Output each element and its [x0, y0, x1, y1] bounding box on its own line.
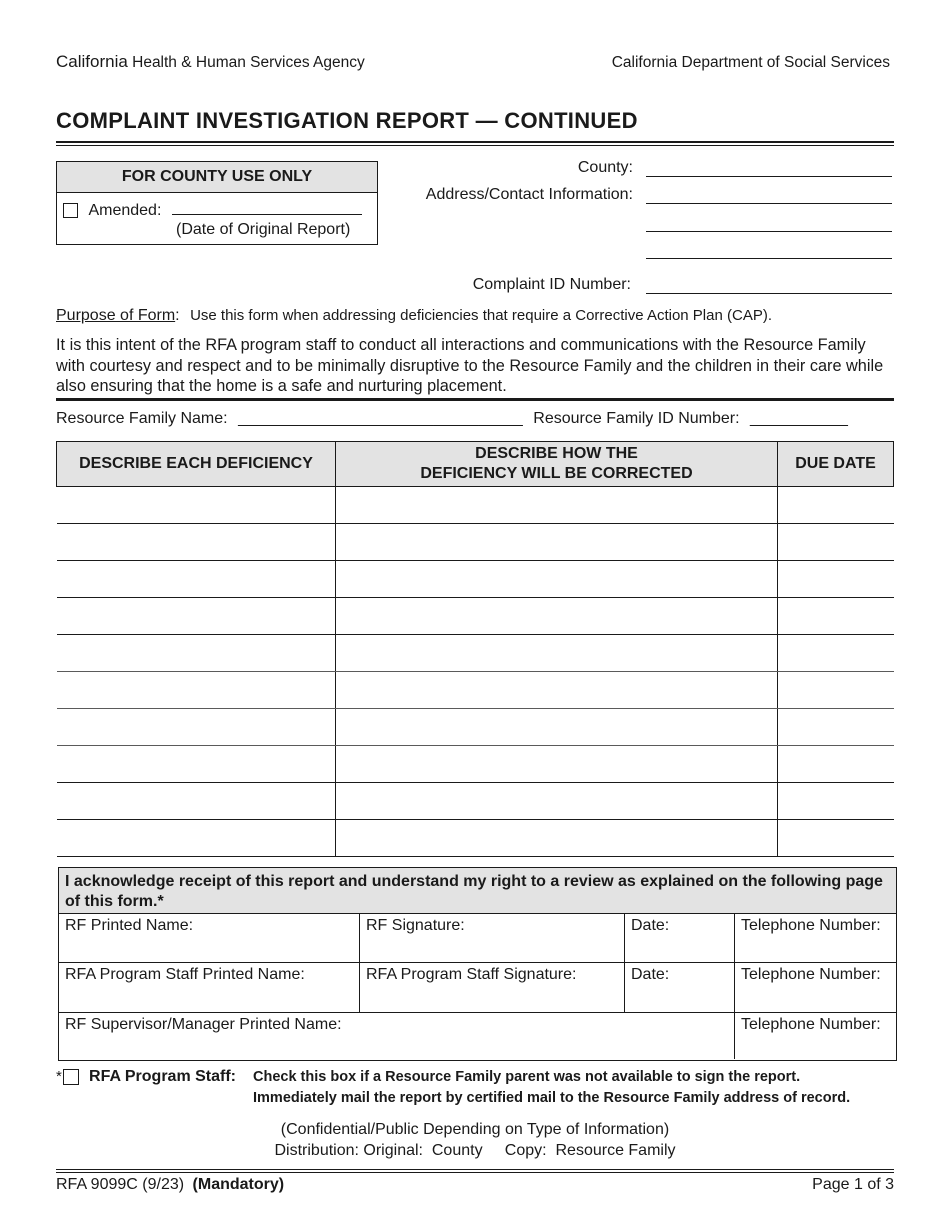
staff-note-line2: Immediately mail the report by certified mail to the Resource Family address of record. — [253, 1090, 851, 1106]
deficiency-cell[interactable] — [57, 635, 336, 672]
rf-signature-label: RF Signature: — [366, 917, 465, 934]
deficiency-cell[interactable] — [57, 783, 336, 820]
table-row — [57, 709, 894, 746]
col-correction — [336, 442, 778, 487]
staff-telephone-label: Telephone Number: — [741, 966, 881, 983]
table-row — [57, 746, 894, 783]
rf-id-field[interactable]: ___________ — [750, 410, 848, 427]
address-field-line-1[interactable] — [646, 203, 892, 204]
title-rule-bottom — [56, 145, 894, 146]
staff-printed-name-label: RFA Program Staff Printed Name: — [65, 966, 305, 983]
due-date-cell[interactable] — [778, 820, 894, 857]
county-field[interactable] — [646, 176, 892, 177]
due-date-cell[interactable] — [778, 487, 894, 524]
page-number: Page 1 of 3 — [812, 1176, 894, 1193]
staff-note-label: RFA Program Staff: — [89, 1068, 236, 1085]
correction-cell[interactable] — [336, 635, 778, 672]
table-row — [57, 487, 894, 524]
acknowledgement-heading: I acknowledge receipt of this report and understand my right to a review as explained on the following page of this form.* — [59, 868, 896, 914]
deficiency-cell[interactable] — [57, 746, 336, 783]
staff-signature-cell[interactable] — [360, 963, 625, 1013]
staff-signature-label: RFA Program Staff Signature: — [366, 966, 577, 983]
correction-cell[interactable] — [336, 487, 778, 524]
deficiency-table — [56, 441, 894, 857]
resource-family-row — [56, 410, 896, 428]
due-date-cell[interactable] — [778, 746, 894, 783]
agency-name — [56, 52, 365, 72]
complaint-id-label: Complaint ID Number: — [472, 276, 631, 293]
table-row — [57, 783, 894, 820]
correction-cell[interactable] — [336, 598, 778, 635]
complaint-id-field[interactable] — [646, 293, 892, 294]
rf-id-label: Resource Family ID Number: — [533, 410, 740, 427]
correction-cell[interactable] — [336, 709, 778, 746]
col-describe-deficiency: DESCRIBE EACH DEFICIENCY — [57, 442, 336, 487]
date-original-caption: (Date of Original Report) — [176, 221, 351, 238]
correction-cell[interactable] — [336, 746, 778, 783]
due-date-cell[interactable] — [778, 709, 894, 746]
deficiency-cell[interactable] — [57, 524, 336, 561]
col-due-date: DUE DATE — [778, 442, 894, 487]
rf-date-cell[interactable] — [625, 914, 735, 963]
form-number-text: RFA 9099C (9/23) — [56, 1176, 185, 1193]
address-field-line-2[interactable] — [646, 231, 892, 232]
due-date-cell[interactable] — [778, 672, 894, 709]
correction-cell[interactable] — [336, 524, 778, 561]
deficiency-cell[interactable] — [57, 820, 336, 857]
supervisor-telephone-label: Telephone Number: — [741, 1016, 881, 1033]
footer-rule-top — [56, 1169, 894, 1170]
table-row — [57, 561, 894, 598]
supervisor-printed-name-cell[interactable] — [59, 1013, 735, 1059]
rf-printed-name-cell[interactable] — [59, 914, 360, 963]
address-field-line-3[interactable] — [646, 258, 892, 259]
due-date-cell[interactable] — [778, 783, 894, 820]
rf-printed-name-label: RF Printed Name: — [65, 917, 194, 934]
acknowledgement-box — [58, 867, 897, 1061]
purpose-text: Use this form when addressing deficiencies that require a Corrective Action Plan (CAP). — [190, 307, 772, 324]
department-name: California Department of Social Services — [611, 54, 890, 71]
staff-date-label: Date: — [631, 966, 670, 983]
col-correction-line1: DESCRIBE HOW THE — [475, 445, 638, 462]
deficiency-cell[interactable] — [57, 709, 336, 746]
purpose-of-form — [56, 307, 772, 325]
supervisor-printed-name-label: RF Supervisor/Manager Printed Name: — [65, 1016, 342, 1033]
rf-name-field[interactable]: ________________________________ — [238, 410, 523, 427]
staff-unavailable-checkbox[interactable] — [63, 1069, 79, 1085]
table-row — [57, 672, 894, 709]
county-use-box — [56, 161, 378, 245]
table-row — [57, 820, 894, 857]
county-use-heading: FOR COUNTY USE ONLY — [57, 162, 377, 193]
rf-telephone-label: Telephone Number: — [741, 917, 881, 934]
staff-date-cell[interactable] — [625, 963, 735, 1013]
amended-date-field[interactable] — [172, 201, 362, 215]
mandatory-label: (Mandatory) — [192, 1176, 285, 1193]
deficiency-cell[interactable] — [57, 487, 336, 524]
page-title: COMPLAINT INVESTIGATION REPORT — CONTINUED — [56, 108, 638, 133]
correction-cell[interactable] — [336, 783, 778, 820]
form-number — [56, 1176, 284, 1194]
amended-label: Amended: — [88, 202, 162, 219]
correction-cell[interactable] — [336, 561, 778, 598]
table-row — [57, 524, 894, 561]
rf-name-label: Resource Family Name: — [56, 410, 228, 427]
footer-rule-bottom — [56, 1172, 894, 1173]
distribution-note: Distribution: Original: County Copy: Resource Family — [274, 1142, 676, 1159]
purpose-label: Purpose of Form — [56, 307, 176, 324]
table-row — [57, 635, 894, 672]
supervisor-telephone-cell[interactable] — [735, 1013, 896, 1059]
agency-rest: Health & Human Services Agency — [132, 54, 365, 71]
staff-telephone-cell[interactable] — [735, 963, 896, 1013]
table-row — [57, 598, 894, 635]
due-date-cell[interactable] — [778, 561, 894, 598]
confidential-note: (Confidential/Public Depending on Type of Information) — [280, 1121, 670, 1138]
rf-signature-cell[interactable] — [360, 914, 625, 963]
due-date-cell[interactable] — [778, 524, 894, 561]
amended-row — [63, 201, 362, 220]
col-correction-line2: DEFICIENCY WILL BE CORRECTED — [420, 465, 693, 482]
staff-note-asterisk: * — [56, 1068, 62, 1085]
due-date-cell[interactable] — [778, 635, 894, 672]
amended-checkbox[interactable] — [63, 203, 78, 218]
correction-cell[interactable] — [336, 672, 778, 709]
title-rule-top — [56, 141, 894, 143]
county-label: County: — [577, 159, 633, 176]
correction-cell[interactable] — [336, 820, 778, 857]
deficiency-cell[interactable] — [57, 672, 336, 709]
staff-note-line1: Check this box if a Resource Family parent was not available to sign the report. — [253, 1069, 801, 1085]
deficiency-cell[interactable] — [57, 598, 336, 635]
rf-telephone-cell[interactable] — [735, 914, 896, 963]
due-date-cell[interactable] — [778, 598, 894, 635]
purpose-colon: : — [175, 307, 180, 324]
agency-state: California — [56, 52, 128, 71]
section-rule — [56, 398, 894, 401]
intent-paragraph: It is this intent of the RFA program staff to conduct all interactions and communications with the Resource Family with courtesy and respect and to be minimally disruptive to the Resource Family and the children in their care while also ensuring that the home is a safe and nurturing placement. — [56, 336, 884, 395]
deficiency-cell[interactable] — [57, 561, 336, 598]
address-label: Address/Contact Information: — [425, 186, 633, 203]
staff-printed-name-cell[interactable] — [59, 963, 360, 1013]
rf-date-label: Date: — [631, 917, 670, 934]
